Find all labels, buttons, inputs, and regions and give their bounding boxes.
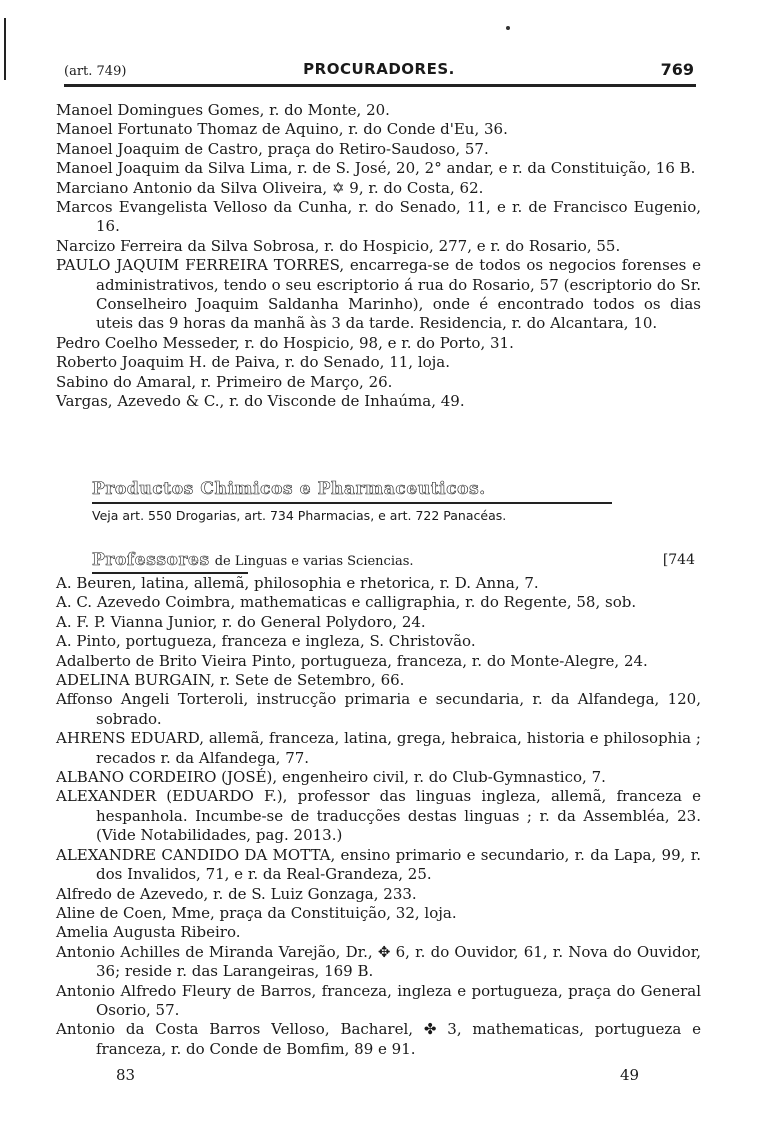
ink-dot	[506, 26, 510, 30]
procuradores-list	[56, 101, 701, 412]
section-title: Productos Chimicos e Pharmaceuticos.	[92, 479, 486, 499]
section-title: Professores	[92, 550, 210, 570]
list-item: AHRENS EDUARD, allemã, franceza, latina, grega, hebraica, historia e philosophia ; recados r. da Alfandega, 77.	[56, 729, 701, 767]
page-title: PROCURADORES.	[303, 60, 455, 78]
list-item: Narcizo Ferreira da Silva Sobrosa, r. do Hospicio, 277, e r. do Rosario, 55.	[56, 236, 621, 255]
list-item: Manoel Fortunato Thomaz de Aquino, r. do Conde d'Eu, 36.	[56, 120, 508, 139]
list-item: Sabino do Amaral, r. Primeiro de Março, 26.	[56, 372, 393, 391]
footer-number: 49	[620, 1066, 640, 1084]
list-item: A. F. P. Vianna Junior, r. do General Polydoro, 24.	[56, 612, 426, 631]
page-number: 769	[660, 60, 694, 79]
list-item: ALBANO CORDEIRO (JOSÉ), engenheiro civil, r. do Club-Gymnastico, 7.	[56, 768, 606, 787]
article-ref: (art. 749)	[64, 64, 127, 79]
section-heading-productos	[92, 479, 486, 499]
section-heading-professores	[92, 550, 414, 570]
signature-mark: 83	[116, 1066, 136, 1084]
list-item: ALEXANDRE CANDIDO DA MOTTA, ensino primario e secundario, r. da Lapa, 99, r. dos Invalidos, 71, e r. da Real-Grandeza, 25.	[56, 845, 701, 884]
section-subtitle: de Linguas e varias Sciencias.	[214, 554, 414, 569]
list-item: Manoel Domingues Gomes, r. do Monte, 20.	[56, 101, 390, 119]
margin-line	[4, 18, 6, 80]
list-item: Antonio da Costa Barros Velloso, Bacharel, ✤ 3, mathematicas, portugueza e franceza, r. do Conde de Bomfim, 89 e 91.	[56, 1020, 701, 1058]
list-item: Manoel Joaquim de Castro, praça do Retiro-Saudoso, 57.	[56, 139, 489, 158]
section-note: Veja art. 550 Drogarias, art. 734 Pharmacias, e art. 722 Panacéas.	[92, 508, 507, 523]
header-rule	[64, 84, 696, 87]
list-item: A. Beuren, latina, allemã, philosophia e rhetorica, r. D. Anna, 7.	[56, 574, 539, 592]
page-header	[64, 60, 694, 82]
list-item: A. Pinto, portugueza, franceza e ingleza, S. Christovão.	[56, 632, 476, 651]
list-item: Roberto Joaquim H. de Paiva, r. do Senado, 11, loja.	[56, 353, 451, 372]
professores-list	[56, 574, 701, 1059]
section-ref: [744	[662, 552, 695, 568]
list-item: Pedro Coelho Messeder, r. do Hospicio, 98, e r. do Porto, 31.	[56, 333, 514, 352]
list-item: ALEXANDER (EDUARDO F.), professor das linguas ingleza, allemã, franceza e hespanhola. Incumbe-se de traducções destas linguas ; r. da Assembléa, 23. (Vide Notabilidades, pag. 2013.)	[56, 787, 701, 845]
section-rule	[92, 502, 612, 504]
list-item: ADELINA BURGAIN, r. Sete de Setembro, 66.	[56, 671, 405, 690]
list-item: Adalberto de Brito Vieira Pinto, portugueza, franceza, r. do Monte-Alegre, 24.	[56, 651, 648, 670]
list-item-featured: PAULO JAQUIM FERREIRA TORRES, encarrega-se de todos os negocios forenses e administrativos, tendo o seu escriptorio á rua do Rosario, 57 (escriptorio do Sr. Conselheiro Joaquim Saldanha Marinho), onde é encontrado todos os dias uteis das 9 horas da manhã às 3 da tarde. Residencia, r. do Alcantara, 10.	[56, 256, 701, 333]
list-item: Antonio Achilles de Miranda Varejão, Dr., ✥ 6, r. do Ouvidor, 61, r. Nova do Ouvidor, 36; reside r. das Larangeiras, 169 B.	[56, 942, 701, 981]
list-item: Aline de Coen, Mme, praça da Constituição, 32, loja.	[56, 903, 457, 922]
list-item: Amelia Augusta Ribeiro.	[56, 923, 241, 942]
list-item: Marciano Antonio da Silva Oliveira, ✡ 9, r. do Costa, 62.	[56, 178, 484, 197]
list-item: Manoel Joaquim da Silva Lima, r. de S. José, 20, 2° andar, e r. da Constituição, 16 B.	[56, 159, 696, 178]
list-item: Affonso Angeli Torteroli, instrucção primaria e secundaria, r. da Alfandega, 120, sobrado.	[56, 690, 701, 728]
list-item: Vargas, Azevedo & C., r. do Visconde de Inhaúma, 49.	[56, 392, 465, 411]
list-item: A. C. Azevedo Coimbra, mathematicas e calligraphia, r. do Regente, 58, sob.	[56, 593, 637, 612]
list-item: Antonio Alfredo Fleury de Barros, franceza, ingleza e portugueza, praça do General Osorio, 57.	[56, 981, 701, 1019]
list-item: Alfredo de Azevedo, r. de S. Luiz Gonzaga, 233.	[56, 884, 417, 903]
list-item: Marcos Evangelista Velloso da Cunha, r. do Senado, 11, e r. de Francisco Eugenio, 16.	[56, 198, 701, 236]
